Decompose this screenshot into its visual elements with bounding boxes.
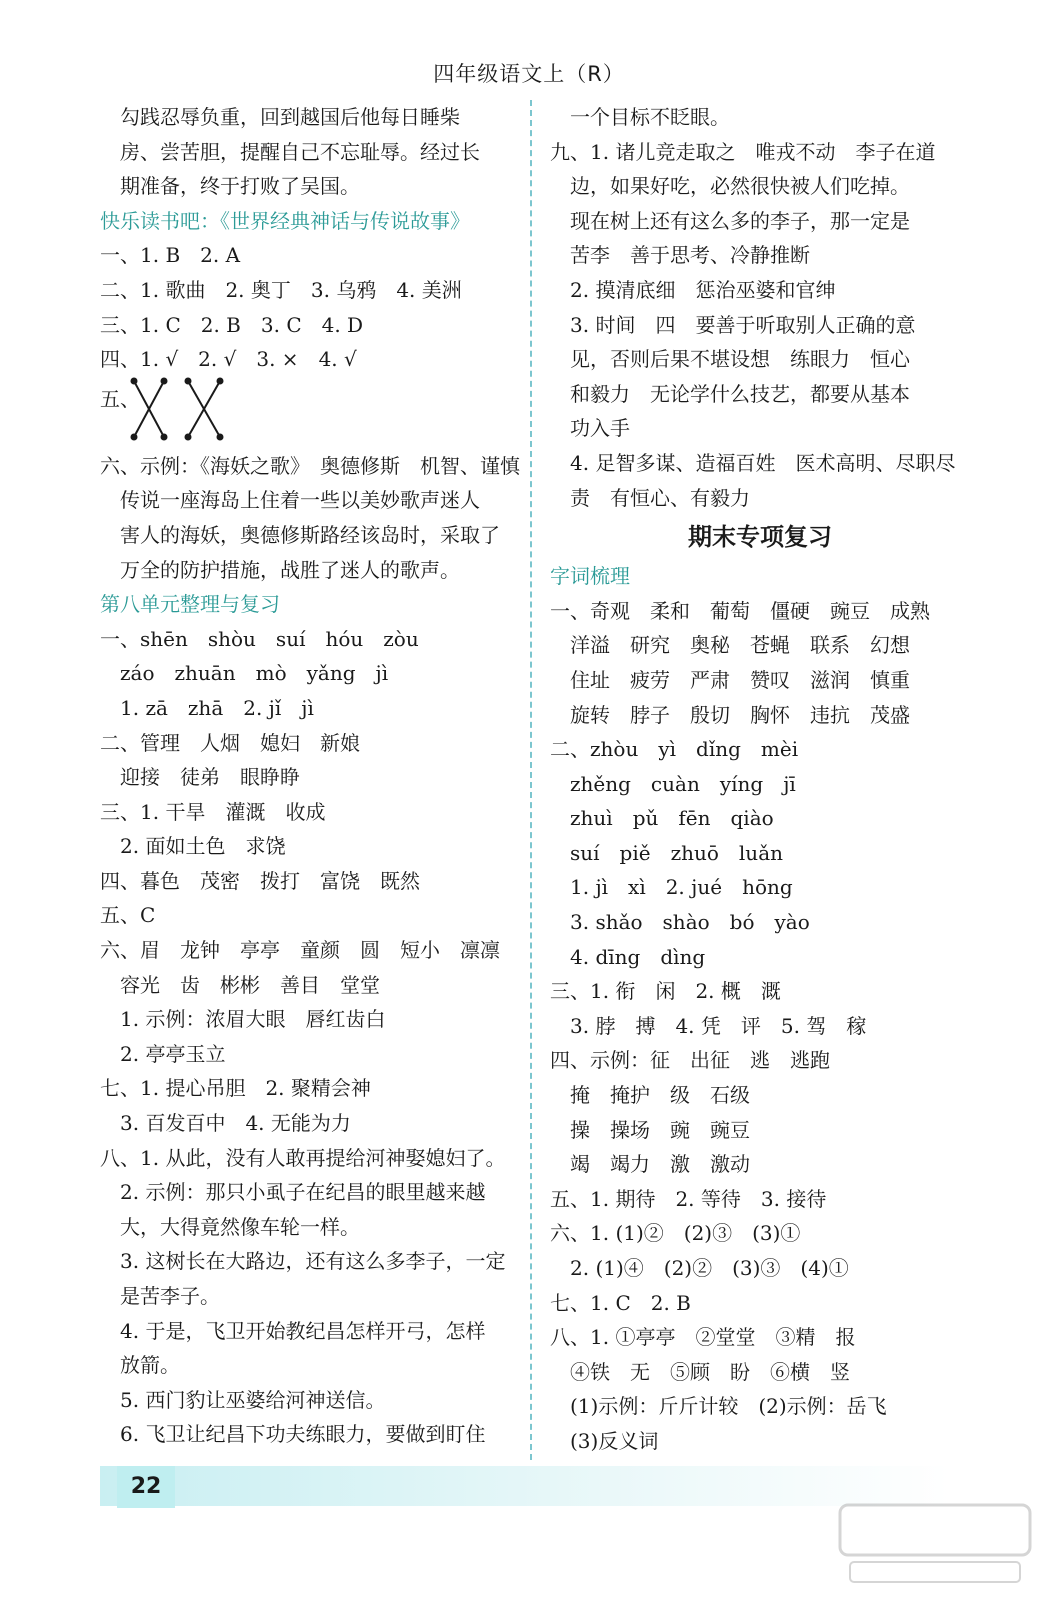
- left-column: [100, 100, 520, 1452]
- answer-line: 五、: [100, 386, 140, 411]
- answer-line: 一个目标不眨眼。: [550, 105, 730, 129]
- answer-line: 5. 西门豹让巫婆给河神送信。: [100, 1387, 386, 1412]
- answer-line: 五、1. 期待 2. 等待 3. 接待: [550, 1186, 827, 1211]
- answer-line: 2. 摸清底细 惩治巫婆和官绅: [550, 277, 836, 302]
- answer-line: 一、1. B 2. A: [100, 243, 241, 268]
- answer-line: ④铁 无 ⑤顾 盼 ⑥横 竖: [550, 1359, 850, 1384]
- answer-line: 四、暮色 茂密 拨打 富饶 既然: [100, 868, 420, 893]
- answer-line: 四、示例：征 出征 逃 逃跑: [550, 1048, 830, 1073]
- answer-line: 传说一座海岛上住着一些以美妙歌声迷人: [100, 488, 480, 513]
- matching-exercise: [100, 377, 520, 449]
- match-dot: [185, 433, 192, 440]
- answer-line: 四、1. √ 2. √ 3. × 4. √: [100, 347, 357, 372]
- match-dot: [217, 433, 224, 440]
- answer-line: 二、管理 人烟 媳妇 新娘: [100, 730, 360, 755]
- answer-line: 八、1. ①亭亭 ②堂堂 ③精 报: [550, 1325, 856, 1350]
- answer-line: 6. 飞卫让纪昌下功夫练眼力，要做到盯住: [100, 1422, 486, 1447]
- answer-line: 2. 亭亭玉立: [100, 1041, 226, 1066]
- answer-line: 房、尝苦胆，提醒自己不忘耻辱。经过长: [100, 139, 480, 164]
- answer-line: 责 有恒心、有毅力: [550, 485, 750, 510]
- answer-line: 苦李 善于思考、冷静推断: [550, 243, 810, 268]
- answer-line: zhuì pǔ fēn qiào: [550, 806, 774, 831]
- answer-line: 八、1. 从此，没有人敢再提给河神娶媳妇了。: [100, 1145, 506, 1170]
- answer-line: suí piě zhuō luǎn: [550, 840, 783, 865]
- answer-line: (1)示例：斤斤计较 (2)示例：岳飞: [550, 1394, 887, 1419]
- answer-line: 3. 这树长在大路边，还有这么多李子，一定: [100, 1249, 506, 1274]
- answer-line: 期准备，终于打败了吴国。: [100, 174, 360, 199]
- answer-line: 现在树上还有这么多的李子，那一定是: [550, 208, 910, 233]
- match-dot: [131, 433, 138, 440]
- section-heading: 字词梳理: [550, 564, 630, 589]
- answer-line: 洋溢 研究 奥秘 苍蝇 联系 幻想: [550, 633, 910, 658]
- right-column: [550, 100, 970, 1459]
- matching-lines: [128, 377, 238, 447]
- answer-line: 放箭。: [100, 1353, 180, 1378]
- match-dot: [161, 433, 168, 440]
- answer-line: 1. 示例：浓眉大眼 唇红齿白: [100, 1007, 386, 1032]
- answer-line: 七、1. 提心吊胆 2. 聚精会神: [100, 1076, 371, 1101]
- match-dot: [131, 377, 138, 384]
- answer-line: 二、1. 歌曲 2. 奥丁 3. 乌鸦 4. 美洲: [100, 277, 462, 302]
- answer-line: 一、奇观 柔和 葡萄 僵硬 豌豆 成熟: [550, 598, 930, 623]
- answer-line: 掩 掩护 级 石级: [550, 1083, 750, 1108]
- column-divider: [530, 100, 532, 1460]
- answer-line: 边，如果好吃，必然很快被人们吃掉。: [550, 174, 910, 199]
- match-dot: [185, 377, 192, 384]
- answer-line: 大，大得竟然像车轮一样。: [100, 1214, 360, 1239]
- answer-line: 住址 疲劳 严肃 赞叹 滋润 慎重: [550, 667, 910, 692]
- answer-line: 功入手: [550, 416, 630, 441]
- answer-line: 3. shǎo shào bó yào: [550, 910, 810, 935]
- answer-line: 容光 齿 彬彬 善目 堂堂: [100, 972, 380, 997]
- answer-line: 是苦李子。: [100, 1284, 220, 1308]
- answer-line: 害人的海妖，奥德修斯路经该岛时，采取了: [100, 522, 500, 547]
- section-heading: 快乐读书吧：《世界经典神话与传说故事》: [100, 208, 470, 233]
- answer-line: 六、眉 龙钟 亭亭 童颜 圆 短小 凛凛: [100, 938, 500, 963]
- answer-line: 九、1. 诸儿竞走取之 唯戎不动 李子在道: [550, 139, 936, 164]
- answer-line: 万全的防护措施，战胜了迷人的歌声。: [100, 557, 460, 582]
- page-header: 四年级语文上（R）: [433, 62, 625, 86]
- answer-line: (3)反义词: [550, 1428, 659, 1453]
- answer-line: 3. 时间 四 要善于听取别人正确的意: [550, 312, 916, 337]
- answer-line: 竭 竭力 激 激动: [550, 1152, 750, 1177]
- answer-line: 3. 百发百中 4. 无能为力: [100, 1111, 351, 1136]
- answer-line: 迎接 徒弟 眼睁睁: [100, 765, 300, 790]
- answer-line: 3. 脖 搏 4. 凭 评 5. 驾 稼: [550, 1013, 867, 1038]
- answer-line: 2. (1)④ (2)② (3)③ (4)①: [550, 1256, 849, 1280]
- answer-line: 一、shēn shòu suí hóu zòu: [100, 626, 419, 651]
- answer-line: 七、1. C 2. B: [550, 1290, 691, 1315]
- answer-line: 六、示例：《海妖之歌》 奥德修斯 机智、谨慎: [100, 453, 520, 478]
- answer-line: 4. 于是，飞卫开始教纪昌怎样开弓，怎样: [100, 1318, 486, 1343]
- answer-line: 三、1. 衔 闲 2. 概 溉: [550, 979, 781, 1004]
- answer-line: 和毅力 无论学什么技艺，都要从基本: [550, 381, 910, 406]
- footer-band: [100, 1466, 950, 1506]
- answer-line: 1. zā zhā 2. jǐ jì: [100, 695, 314, 720]
- watermark-logo: [830, 1500, 1040, 1590]
- answer-line: 二、zhòu yì dǐng mèi: [550, 737, 799, 762]
- answer-line: 2. 示例：那只小虱子在纪昌的眼里越来越: [100, 1180, 486, 1205]
- answer-line: 三、1. 干旱 灌溉 收成: [100, 799, 326, 824]
- answer-line: záo zhuān mò yǎng jì: [100, 661, 389, 686]
- answer-line: 六、1. (1)② (2)③ (3)①: [550, 1221, 801, 1246]
- answer-line: 2. 面如土色 求饶: [100, 834, 286, 859]
- answer-line: zhěng cuàn yíng jī: [550, 771, 796, 796]
- answer-line: 旋转 脖子 殷切 胸怀 违抗 茂盛: [550, 702, 910, 727]
- answer-line: 操 操场 豌 豌豆: [550, 1117, 750, 1142]
- answer-line: 五、C: [100, 903, 156, 928]
- section-heading: 第八单元整理与复习: [100, 592, 280, 617]
- answer-line: 4. 足智多谋、造福百姓 医术高明、尽职尽: [550, 450, 956, 475]
- answer-line: 1. jì xì 2. jué hōng: [550, 875, 793, 900]
- answer-line: 三、1. C 2. B 3. C 4. D: [100, 312, 364, 337]
- answer-line: 见，否则后果不堪设想 练眼力 恒心: [550, 347, 910, 372]
- page-number: 22: [117, 1466, 175, 1508]
- answer-line: 勾践忍辱负重，回到越国后他每日睡柴: [100, 105, 460, 129]
- match-dot: [161, 377, 168, 384]
- answer-line: 4. dīng dìng: [550, 944, 706, 969]
- chapter-title: 期末专项复习: [688, 523, 832, 552]
- match-dot: [217, 377, 224, 384]
